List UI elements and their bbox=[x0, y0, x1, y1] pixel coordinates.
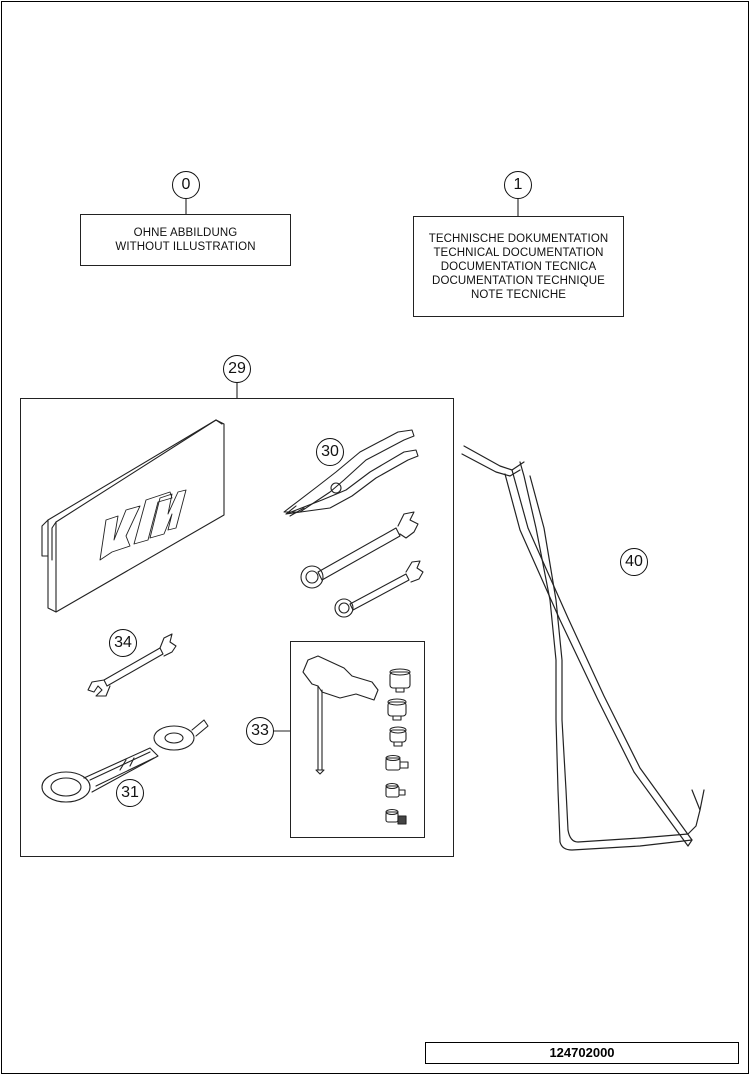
socket-bit-icon bbox=[390, 669, 410, 692]
pliers-icon bbox=[284, 430, 418, 516]
label-line: DOCUMENTATION TECNICA bbox=[440, 260, 597, 273]
callout-33: 33 bbox=[246, 717, 274, 745]
socket-bit-icon bbox=[386, 810, 406, 825]
t-handle-hex-key-icon bbox=[303, 656, 378, 774]
socket-bit-icon bbox=[388, 699, 406, 720]
part-number-box: 124702000 bbox=[425, 1042, 739, 1064]
tool-bag-icon bbox=[42, 420, 224, 612]
label-line: NOTE TECNICHE bbox=[470, 288, 566, 301]
label-line: TECHNISCHE DOKUMENTATION bbox=[428, 232, 609, 245]
callout-0: 0 bbox=[172, 171, 200, 199]
side-stand-icon bbox=[462, 446, 704, 850]
callout-30: 30 bbox=[316, 438, 344, 466]
label-line: TECHNICAL DOCUMENTATION bbox=[433, 246, 604, 259]
label-line: WITHOUT ILLUSTRATION bbox=[115, 241, 256, 253]
socket-bit-icon bbox=[390, 727, 406, 746]
label-line: OHNE ABBILDUNG bbox=[133, 227, 238, 239]
callout-29: 29 bbox=[223, 355, 251, 383]
callout-31: 31 bbox=[116, 779, 144, 807]
socket-bit-icon bbox=[386, 784, 405, 798]
callout-1: 1 bbox=[504, 171, 532, 199]
combination-wrench-icon bbox=[335, 561, 423, 617]
label-line: DOCUMENTATION TECHNIQUE bbox=[432, 274, 605, 287]
callout-34: 34 bbox=[109, 629, 137, 657]
bag-logo: KTM bbox=[142, 550, 145, 551]
socket-bit-icon bbox=[386, 756, 408, 771]
callout-40: 40 bbox=[620, 548, 648, 576]
